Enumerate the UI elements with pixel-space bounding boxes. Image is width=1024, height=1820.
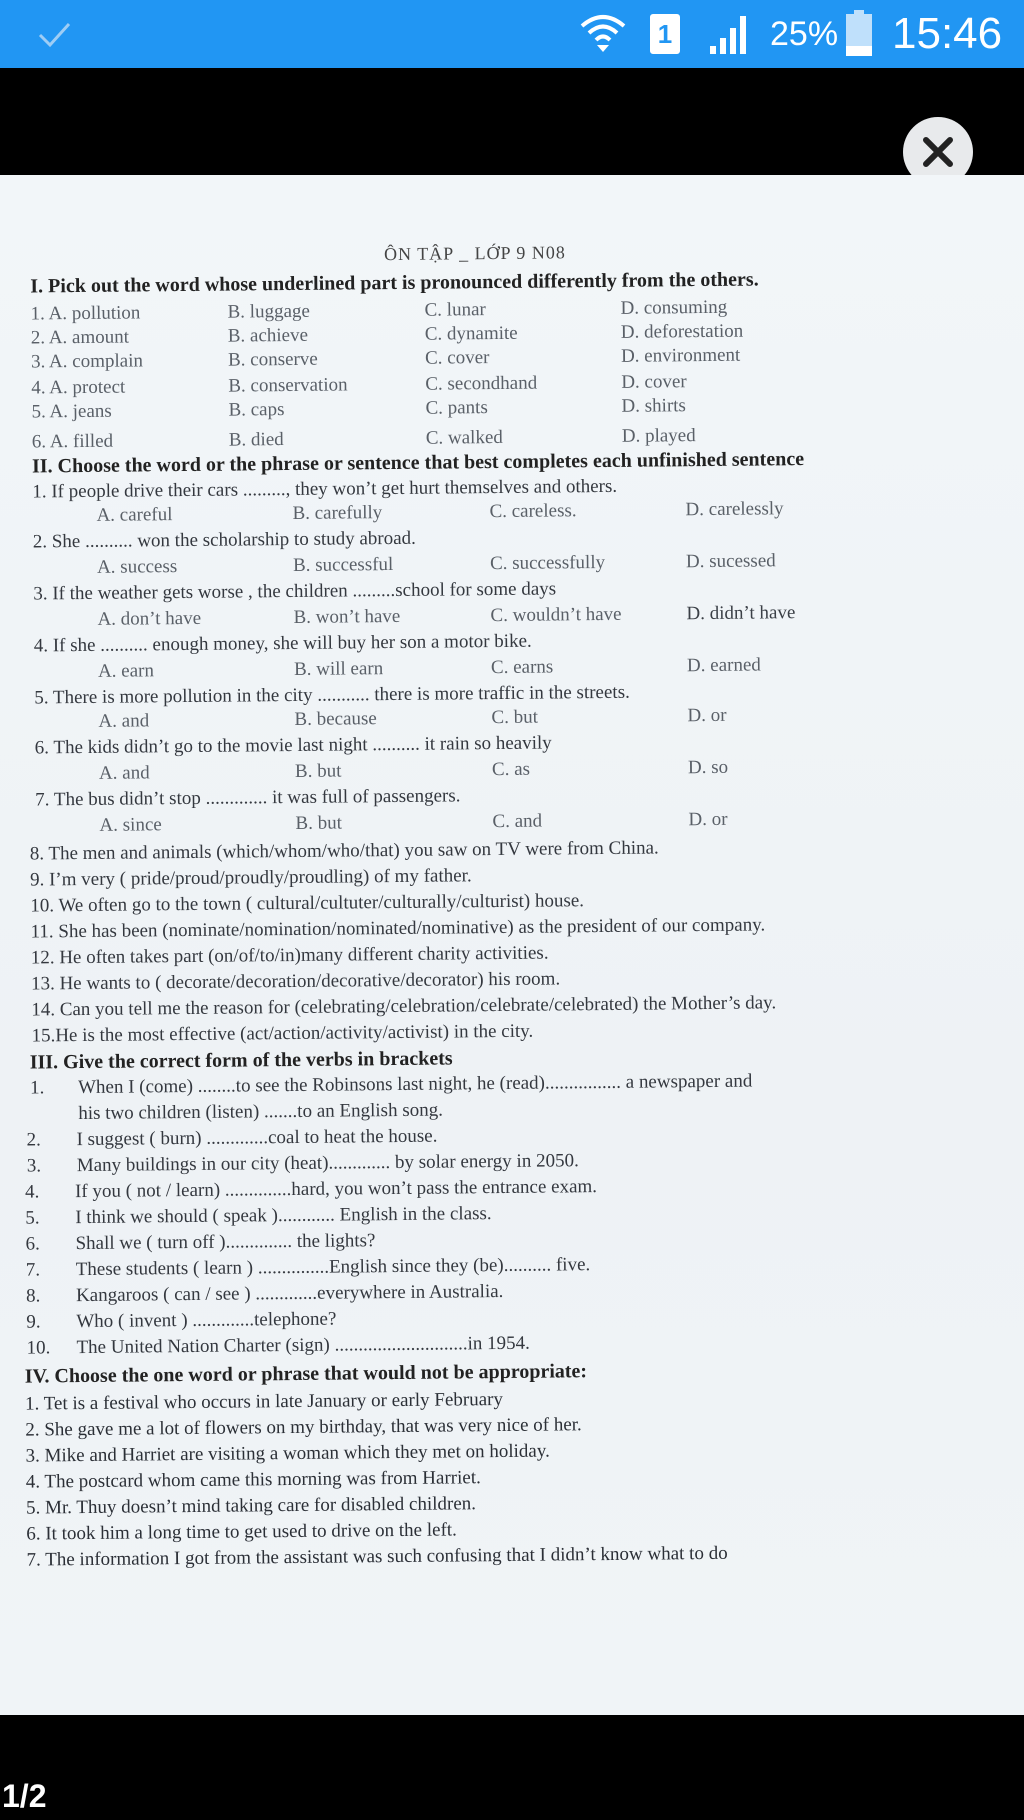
s2-q3-c: C. wouldn’t have [490, 603, 622, 627]
s1-r6-a: 6. A. filled [31, 430, 114, 453]
s2-q4-a: A. earn [97, 660, 155, 682]
battery-percent: 25% [770, 15, 839, 53]
s1-r2-c: C. dynamite [424, 322, 518, 345]
section-1-heading: I. Pick out the word whose underlined part is pronounced differently from the others. [30, 268, 759, 298]
s4-item-2: 2. She gave me a lot of flowers on my birthday, that was very nice of her. [25, 1414, 582, 1441]
s1-r4-d: D. cover [621, 371, 687, 393]
s1-r3-a: 3. A. complain [30, 350, 144, 373]
s3-n6: 6. [25, 1233, 40, 1255]
s3-t3: Many buildings in our city (heat)............. by solar energy in 2050. [76, 1150, 579, 1177]
s2-q6: 6. The kids didn’t go to the movie last night .......... it rain so heavily [34, 732, 552, 759]
s2-q2-b: B. successful [292, 554, 394, 576]
s1-r4-a: 4. A. protect [31, 376, 126, 399]
s3-n4: 4. [24, 1181, 40, 1203]
s1-r3-c: C. cover [424, 347, 490, 369]
battery-icon [846, 10, 872, 56]
s1-r2-b: B. achieve [227, 324, 309, 347]
s3-n3: 3. [26, 1155, 42, 1177]
s2-q6-a: A. and [98, 762, 150, 784]
s2-q2-c: C. successfully [489, 551, 606, 575]
s2-q7-b: B. but [295, 812, 343, 834]
s2-q5: 5. There is more pollution in the city ........... there is more traffic in the streets. [34, 681, 630, 709]
document-page[interactable] [0, 175, 1024, 1715]
s2-q7-c: C. and [492, 810, 543, 833]
s2-q5-b: B. because [294, 708, 377, 730]
s1-r6-c: C. walked [425, 426, 503, 449]
signal-icon [706, 12, 756, 56]
s2-q7-a: A. since [99, 814, 162, 836]
s3-t1: When I (come) ........to see the Robinsons last night, he (read)................ a newspaper and [77, 1070, 753, 1099]
section-2-heading: II. Choose the word or the phrase or sentence that best completes each unfinished sentence [31, 448, 805, 478]
s2-q3-b: B. won’t have [293, 605, 401, 628]
s1-r2-d: D. deforestation [620, 320, 744, 343]
s2-statement-15: 15.He is the most effective (act/action/activity/activist) in the city. [31, 1020, 534, 1047]
s3-n8: 8. [25, 1285, 41, 1307]
check-icon [34, 14, 74, 54]
s3-t6: Shall we ( turn off ).............. the lights? [75, 1230, 376, 1255]
section-4-heading: IV. Choose the one word or phrase that would not be appropriate: [24, 1360, 588, 1388]
s2-q4: 4. If she .......... enough money, she will buy her son a motor bike. [33, 630, 532, 657]
s3-n1: 1. [29, 1077, 45, 1099]
s2-statement-13: 13. He wants to ( decorate/decoration/decorative/decorator) his room. [30, 968, 561, 995]
s2-q2: 2. She .......... won the scholarship to study abroad. [32, 527, 416, 553]
s2-q2-d: D. sucessed [685, 550, 776, 573]
s2-statement-8: 8. The men and animals (which/whom/who/that) you saw on TV were from China. [29, 837, 659, 865]
s1-r4-c: C. secondhand [425, 372, 538, 395]
s3-t9: Who ( invent ) .............telephone? [76, 1308, 337, 1333]
sim-slot-icon: 1 [650, 14, 680, 54]
s1-r1-c: C. lunar [424, 299, 486, 321]
s3-t8: Kangaroos ( can / see ) .............everywhere in Australia. [75, 1280, 504, 1307]
s1-r6-d: D. played [621, 425, 696, 447]
document-title: ÔN TẬP _ LỚP 9 N08 [383, 242, 566, 265]
s2-q6-c: C. as [491, 758, 531, 781]
s3-n5: 5. [25, 1207, 40, 1229]
section-3-heading: III. Give the correct form of the verbs in brackets [29, 1047, 453, 1074]
s3-n9: 9. [26, 1311, 41, 1333]
s2-q5-d: D. or [687, 704, 727, 727]
s2-q1-c: C. careless. [489, 500, 577, 523]
s2-q1-a: A. careful [96, 504, 173, 526]
s2-q4-b: B. will earn [293, 658, 384, 680]
s2-statement-14: 14. Can you tell me the reason for (celebrating/celebration/celebrate/celebrated) the Mother’s day. [31, 992, 777, 1021]
s3-t1b: his two children (listen) .......to an English song. [78, 1099, 444, 1125]
s1-r1-a: 1. A. pollution [30, 302, 141, 325]
s2-q3-d: D. didn’t have [686, 602, 796, 625]
wifi-icon [578, 12, 628, 56]
s3-t2: I suggest ( burn) .............coal to heat the house. [76, 1125, 438, 1151]
s1-r3-d: D. environment [620, 344, 741, 367]
s2-statement-10: 10. We often go to the town ( cultural/cultuter/culturally/culturist) house. [30, 890, 585, 917]
s4-item-6: 6. It took him a long time to get used to drive on the left. [26, 1519, 457, 1545]
s1-r4-b: B. conservation [228, 374, 348, 397]
s1-r2-a: 2. A. amount [30, 326, 130, 349]
s4-item-1: 1. Tet is a festival who occurs in late January or early February [24, 1388, 504, 1415]
s1-r3-b: B. conserve [227, 348, 318, 371]
s2-statement-9: 9. I’m very ( pride/proud/proudly/proudling) of my father. [29, 865, 472, 891]
s1-r1-d: D. consuming [620, 296, 728, 319]
s2-q2-a: A. success [96, 556, 178, 578]
s2-q1-d: D. carelessly [685, 498, 784, 521]
s1-r5-c: C. pants [425, 397, 488, 419]
s1-r6-b: B. died [228, 429, 284, 451]
s1-r1-b: B. luggage [227, 300, 311, 323]
s1-r5-d: D. shirts [621, 395, 687, 417]
s1-r5-b: B. caps [228, 399, 285, 421]
s3-t5: I think we should ( speak )............ English in the class. [75, 1203, 492, 1229]
s3-t4: If you ( not / learn) ..............hard, you won’t pass the entrance exam. [74, 1176, 598, 1203]
s2-q3-a: A. don’t have [97, 607, 202, 630]
clock: 15:46 [892, 9, 1003, 58]
s3-t10: The United Nation Charter (sign) ............................in 1954. [76, 1332, 530, 1359]
s4-item-3: 3. Mike and Harriet are visiting a woman which they met on holiday. [25, 1440, 550, 1467]
s2-q1-b: B. carefully [292, 502, 383, 524]
s2-q5-c: C. but [491, 706, 539, 729]
page-indicator: 1/2 [2, 1778, 47, 1814]
s2-q7-d: D. or [688, 808, 728, 831]
s2-q3: 3. If the weather gets worse , the children .........school for some days [33, 578, 557, 605]
s2-statement-11: 11. She has been (nominate/nomination/nominated/nominative) as the president of our company. [30, 914, 766, 943]
s2-q4-d: D. earned [686, 654, 761, 677]
s3-t7: These students ( learn ) ...............English since they (be).......... five. [75, 1254, 591, 1281]
s4-item-5: 5. Mr. Thuy doesn’t mind taking care for disabled children. [25, 1493, 477, 1519]
s1-r5-a: 5. A. jeans [31, 400, 112, 423]
s3-n7: 7. [25, 1259, 41, 1281]
s4-item-4: 4. The postcard whom came this morning was from Harriet. [25, 1467, 481, 1493]
s2-statement-12: 12. He often takes part (on/of/to/in)many different charity activities. [30, 942, 549, 969]
close-icon [921, 135, 955, 169]
s2-q6-d: D. so [687, 756, 729, 779]
s3-n10: 10. [26, 1337, 51, 1359]
status-bar [0, 0, 1024, 68]
s2-q7: 7. The bus didn’t stop ............. it was full of passengers. [35, 785, 461, 811]
s2-q4-c: C. earns [490, 656, 554, 679]
s4-item-7: 7. The information I got from the assistant was such confusing that I didn’t know what to do [26, 1542, 728, 1571]
s2-q6-b: B. but [294, 760, 342, 782]
s3-n2: 2. [26, 1129, 41, 1151]
s2-q5-a: A. and [98, 710, 150, 732]
s2-q1: 1. If people drive their cars ........., they won’t get hurt themselves and others. [32, 475, 618, 503]
